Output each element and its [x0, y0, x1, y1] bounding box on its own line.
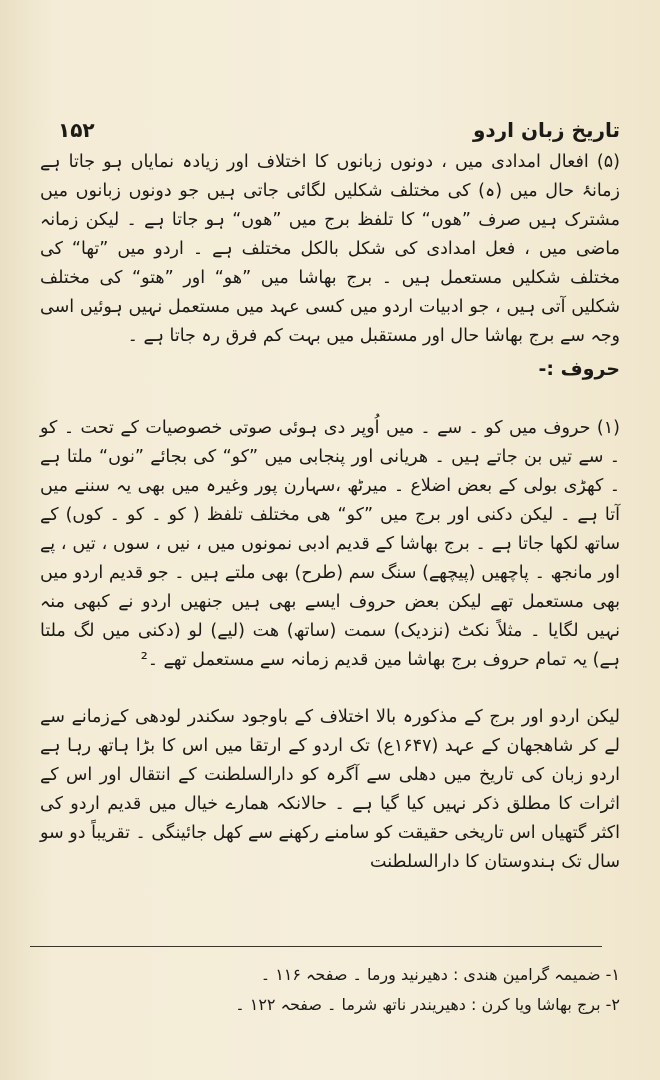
paragraph-auxiliary-verbs: (۵) افعال امدادی میں ، دونوں زبانوں کا اختلاف اور زیادہ نمایاں ہو جاتا ہے زمانۂ حال میں (ہ) کی مختلف شکلیں لگائی جاتی ہیں جو دونوں زبانوں میں مشترک ہیں صرف ”ھوں“ کا تلفظ برج میں ”ھوں“ ہو جاتا ہے ۔ لیکن زمانہ ماضی میں ، فعل امدادی کی شکل بالکل مختلف ہے ۔ اردو میں ”تھا“ کی مختلف شکلیں مستعمل ہیں ۔ برج بھاشا میں ”ھو“ اور ”ھتو“ کی مختلف شکلیں آتی ہیں ، جو ادبیات اردو میں کسی عہد میں مستعمل نہیں ہوئیں اسی وجہ سے برج بھاشا حال اور مستقبل میں بہت کم فرق رہ جاتا ہے ۔ [40, 152, 620, 346]
footnotes [40, 960, 620, 1020]
footnote-1: ۱- ضمیمہ گرامین ھندی : دھیرنید ورما ۔ صفحہ ۱۱۶ ۔ [260, 965, 620, 984]
footnote-divider [30, 946, 602, 947]
page-number: ۱۵۲ [58, 118, 95, 142]
running-title: تاریخ زبان اردو [472, 118, 620, 142]
footnote-2: ۲- برج بھاشا ویا کرن : دھیریندر ناتھ شرما ۔ صفحہ ۱۲۲ ۔ [235, 995, 620, 1014]
page-header [58, 110, 620, 150]
paragraph-prepositions: (۱) حروف میں کو ۔ سے ۔ میں اُوپر دی ہوئی صوتی خصوصیات کے تحت ۔ کو ۔ سے تیں بن جاتے ہیں ۔ ھریانی اور پنجابی میں ”کو“ کی بجائے ”نوں“ ملتا ہے ۔ کھڑی بولی کے بعض اضلاع ۔ میرٹھ ،سہارن پور وغیرہ میں بھی یہ سننے میں آتا ہے ۔ لیکن دکنی اور برج میں ”کو“ ھی مختلف تلفظ ( کو ۔ کو ۔ کوں) کے ساتھ لکھا جاتا ہے ۔ برج بھاشا کے قدیم ادبی نمونوں میں ، نیں ، سوں ، تیں ، پے اور مانجھ ۔ پاچھیں (پیچھے) سنگ سم (طرح) بھی ملتے ہیں ۔ جو قدیم اردو میں بھی مستعمل تھے لیکن بعض حروف ایسے بھی ہیں جنھیں اردو نے کبھی منہ نہیں لگایا ۔ مثلاً نکٹ (نزدیک) سمت (ساتھ) ھت (لیے) لو (دکنی میں لگ ملتا ہے) یہ تمام حروف برج بھاشا مین قدیم زمانہ سے مستعمل تھے ۔² [40, 418, 620, 670]
section-heading: حروف :- [538, 358, 620, 380]
page-body [40, 148, 620, 881]
paragraph-urdu-braj-history: لیکن اردو اور برج کے مذکورہ بالا اختلاف کے باوجود سکندر لودھی کےزمانے سے لے کر شاھجھان کے عہد (۱۶۴۷ع) تک اردو کے ارتقا میں اس کا بڑا ہاتھ رہا ہے اردو زبان کی تاریخ میں دھلی سے آگرہ کو دارالسلطنت کے انتقال اور اس کے اثرات کا مطلق ذکر نہیں کیا گیا ہے ۔ حالانکہ ھمارے خیال میں قدیم اردو کی اکثر گتھیاں اس تاریخی حقیقت کو سامنے رکھنے سے کھل جائینگی ۔ تقریباً دو سو سال تک ہندوستان کا دارالسلطنت [40, 707, 620, 872]
